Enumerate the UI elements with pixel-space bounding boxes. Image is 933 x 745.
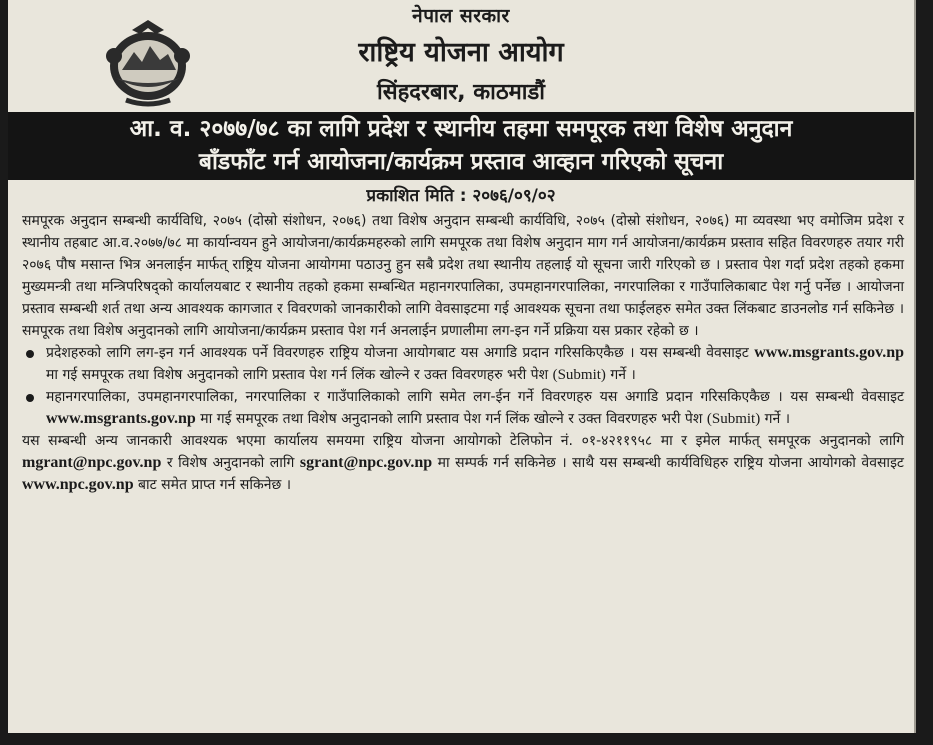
submit-label: (Submit) — [552, 367, 606, 383]
notice-body — [22, 210, 904, 496]
notice-page — [8, 0, 916, 733]
submit-label: (Submit) — [706, 411, 761, 427]
notice-title-band — [8, 112, 914, 180]
notice-title-line-1: आ. व. २०७७/७८ का लागि प्रदेश र स्थानीय तहमा समपूरक तथा विशेष अनुदान — [129, 116, 793, 142]
sgrant-email-link[interactable]: sgrant@npc.gov.np — [299, 454, 433, 471]
bullet-icon — [26, 394, 34, 402]
msgrants-website-link[interactable]: www.msgrants.gov.np — [46, 410, 196, 427]
contact-paragraph — [22, 430, 904, 496]
notice-title-line-2: बाँडफाँट गर्न आयोजना/कार्यक्रम प्रस्ताव आव्हान गरिएको सूचना — [198, 149, 724, 175]
bullet-text: प्रदेशहरुको लागि लग-इन गर्न आवश्यक पर्ने विवरणहरु राष्ट्रिय योजना आयोगबाट यस अगाडि प्रदान गरिसकिएकैछ । यस सम्बन्धी वेवसाइट — [46, 345, 755, 361]
government-name: नेपाल सरकार — [412, 5, 510, 27]
bullet-icon — [26, 350, 34, 358]
published-date: प्रकाशित मिति : २०७६/०९/०२ — [366, 186, 556, 206]
npc-website-link[interactable]: www.npc.gov.np — [22, 476, 134, 493]
contact-text: मा सम्पर्क गर्न सकिनेछ । साथै यस सम्बन्धी कार्यविधिहरु राष्ट्रिय योजना आयोगको वेवसाइट — [432, 455, 904, 471]
contact-text: बाट समेत प्राप्त गर्न सकिनेछ । — [133, 477, 292, 493]
bullet-text: मा गई समपूरक तथा विशेष अनुदानको लागि प्रस्ताव पेश गर्न लिंक खोल्ने र उक्त विवरणहरु भरी पेश — [195, 411, 707, 427]
intro-text: समपूरक अनुदान सम्बन्धी कार्यविधि, २०७५ (दोस्रो संशोधन, २०७६) तथा विशेष अनुदान सम्बन्धी कार्यविधि, २०७५ (दोस्रो संशोधन, २०७६) मा व्यवस्था भए वमोजिम प्रदेश र स्थानीय तहबाट आ.व.२०७७/७८ मा कार्यान्वयन हुने आयोजना/कार्यक्रमहरुको लागि समपूरक तथा विशेष अनुदान माग गर्न आयोजना/कार्यक्रम प्रस्ताव सहित विवरणहरु तयार गरी २०७६ पौष मसान्त भित्र अनलाईन मार्फत् राष्ट्रिय योजना आयोगमा पठाउनु हुन सबै प्रदेश तथा स्थानीय तहलाई यो सूचना जारी गरिएको छ । प्रस्ताव पेश गर्दा प्रदेश तहको हकमा मुख्यमन्त्री तथा मन्त्रिपरिषद्को कार्यालयबाट र स्थानीय तहको हकमा सम्बन्धित महानगरपालिका, उपमहानगरपालिका, नगरपालिका र गाउँपालिकाबाट पेश गर्नु पर्नेछ । आयोजना प्रस्ताव सम्बन्धी शर्त तथा अन्य आवश्यक कागजात र विवरणको जानकारीको लागि वेवसाइटमा गई आवश्यक सूचना तथा फाईलहरु समेत उक्त लिंकबाट डाउनलोड गर्न सकिनेछ । समपूरक तथा विशेष अनुदानको लागि आयोजना/कार्यक्रम प्रस्ताव पेश गर्न अनलाईन प्रणालीमा लग-इन गर्ने प्रक्रिया यस प्रकार रहेको छ । — [22, 213, 904, 339]
list-item — [22, 342, 904, 386]
intro-paragraph — [22, 210, 904, 342]
office-location: सिंहदरबार, काठमाडौं — [377, 80, 545, 105]
login-steps-list — [22, 342, 904, 430]
contact-text: र विशेष अनुदानको लागि — [161, 455, 300, 471]
bullet-text: मा गई समपूरक तथा विशेष अनुदानको लागि प्रस्ताव पेश गर्न लिंक खोल्ने र उक्त विवरणहरु भरी पेश — [46, 367, 553, 383]
list-item — [22, 386, 904, 430]
bullet-text: गर्ने । — [760, 411, 791, 427]
mgrant-email-link[interactable]: mgrant@npc.gov.np — [22, 454, 162, 471]
msgrants-website-link[interactable]: www.msgrants.gov.np — [754, 344, 904, 361]
bullet-text: गर्ने । — [605, 367, 636, 383]
contact-text: यस सम्बन्धी अन्य जानकारी आवश्यक भएमा कार्यालय समयमा राष्ट्रिय योजना आयोगको टेलिफोन नं. ०१-४२११९५८ मा र इमेल मार्फत् समपूरक अनुदानको लागि — [22, 433, 904, 449]
organization-name: राष्ट्रिय योजना आयोग — [358, 37, 564, 68]
bullet-text: महानगरपालिका, उपमहानगरपालिका, नगरपालिका र गाउँपालिकाको लागि समेत लग-ईन गर्ने विवरणहरु यस अगाडि प्रदान गरिसकिएकैछ । यस सम्बन्धी वेवसाइट — [46, 389, 904, 405]
